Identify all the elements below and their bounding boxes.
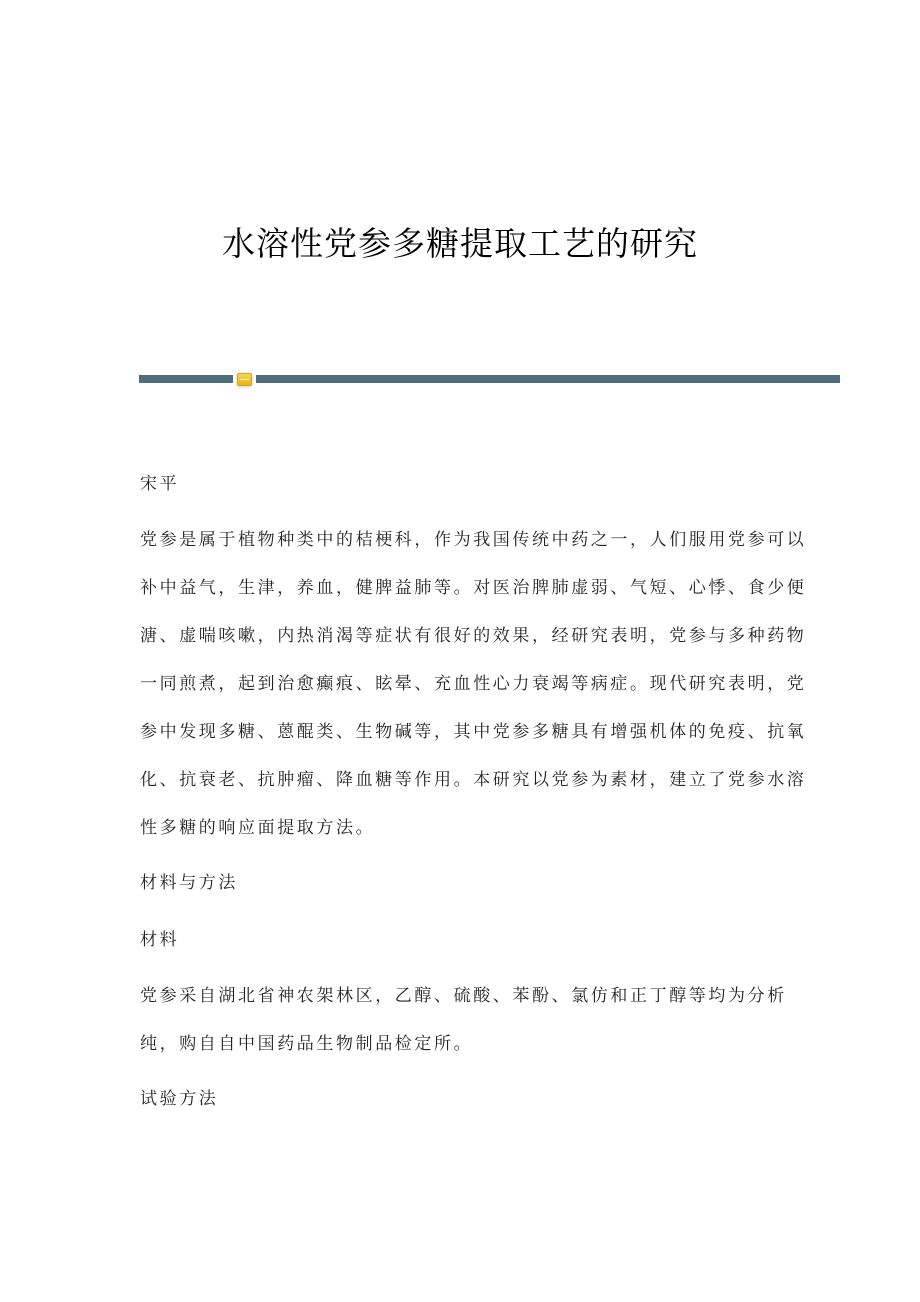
materials-line: 党参采自湖北省神农架林区，乙醇、硫酸、苯酚、氯仿和正丁醇等均为分析: [140, 986, 787, 1006]
intro-line: 补中益气，生津，养血，健脾益肺等。对医治脾肺虚弱、气短、心悸、食少便: [140, 578, 807, 598]
heading-materials-methods: 材料与方法: [140, 873, 238, 893]
divider-left: [139, 375, 233, 383]
heading-materials: 材料: [140, 930, 180, 950]
intro-line: 参中发现多糖、蒽醌类、生物碱等，其中党参多糖具有增强机体的免疫、抗氧: [140, 722, 807, 742]
materials-line: 纯，购自自中国药品生物制品检定所。: [140, 1034, 474, 1054]
intro-line: 性多糖的响应面提取方法。: [140, 818, 376, 838]
divider-right: [256, 375, 840, 383]
intro-line: 溏、虚喘咳嗽，内热消渴等症状有很好的效果，经研究表明，党参与多种药物: [140, 626, 807, 646]
intro-line: 一同煎煮，起到治愈癫痕、眩晕、充血性心力衰竭等病症。现代研究表明，党: [140, 674, 807, 694]
intro-line: 化、抗衰老、抗肿瘤、降血糖等作用。本研究以党参为素材，建立了党参水溶: [140, 770, 807, 790]
author: 宋平: [140, 474, 180, 494]
intro-line: 党参是属于植物种类中的桔梗科，作为我国传统中药之一，人们服用党参可以: [140, 530, 807, 550]
divider-ornament-icon: [237, 373, 252, 386]
heading-test-methods: 试验方法: [140, 1089, 219, 1109]
document-title: 水溶性党参多糖提取工艺的研究: [222, 224, 698, 263]
